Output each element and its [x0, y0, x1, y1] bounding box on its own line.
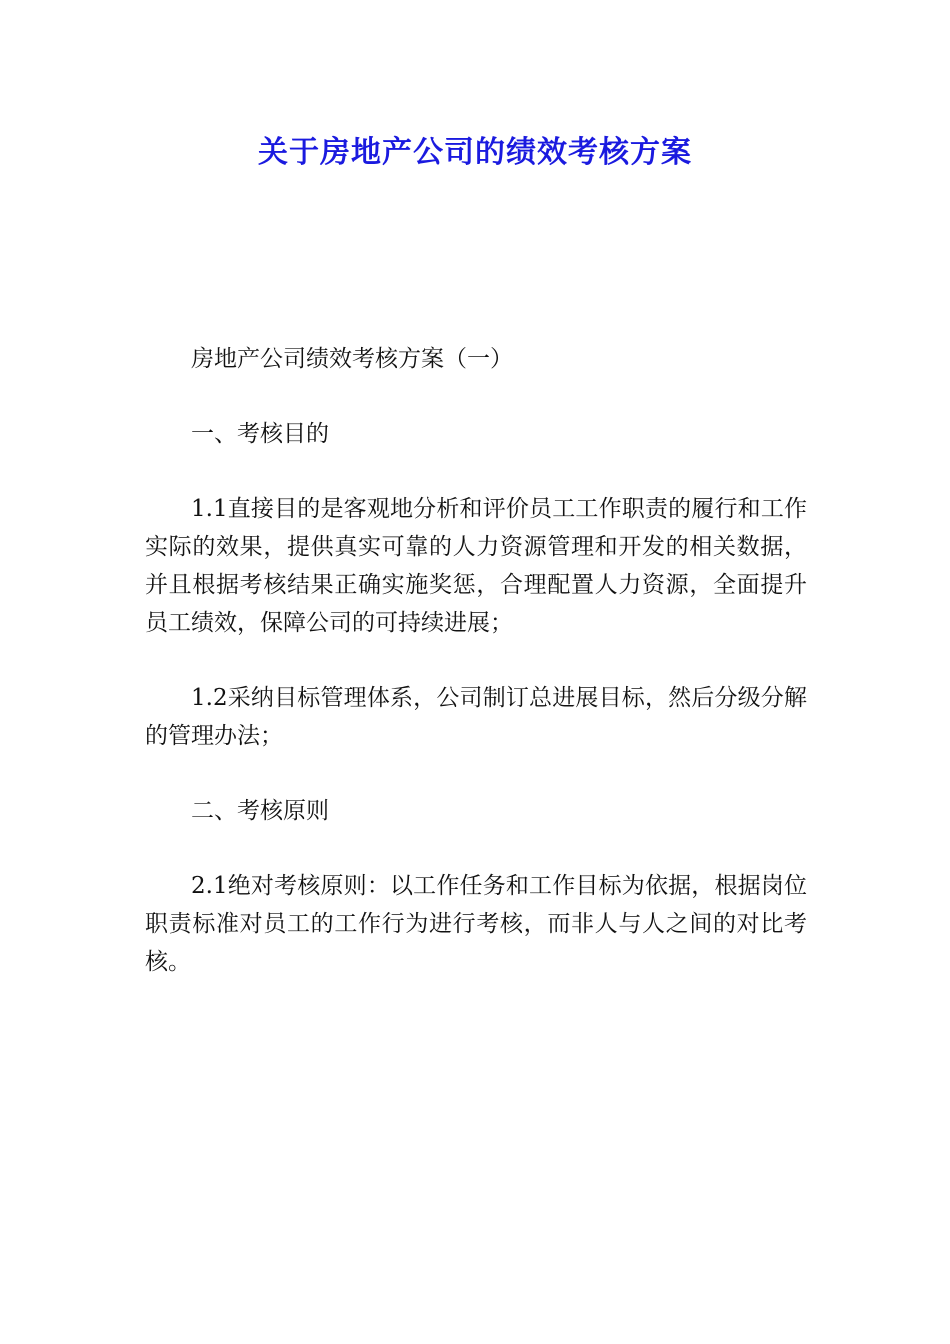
section-heading-plan-one: 房地产公司绩效考核方案（一）: [191, 346, 513, 372]
document-body: [145, 340, 807, 1018]
paragraph-1-2: 1.2采纳目标管理体系，公司制订总进展目标，然后分级分解的管理办法；: [145, 685, 807, 749]
paragraph-1-1: 1.1直接目的是客观地分析和评价员工工作职责的履行和工作实际的效果，提供真实可靠的人力资源管理和开发的相关数据，并且根据考核结果正确实施奖惩，合理配置人力资源，全面提升员工绩效，保障公司的可持续进展；: [145, 496, 807, 636]
section-heading-purpose: 一、考核目的: [191, 421, 329, 447]
document-title: 关于房地产公司的绩效考核方案: [258, 135, 692, 170]
paragraph-2-1: 2.1绝对考核原则：以工作任务和工作目标为依据，根据岗位职责标准对员工的工作行为进行考核，而非人与人之间的对比考核。: [145, 873, 807, 975]
section-heading-principles: 二、考核原则: [191, 798, 329, 824]
